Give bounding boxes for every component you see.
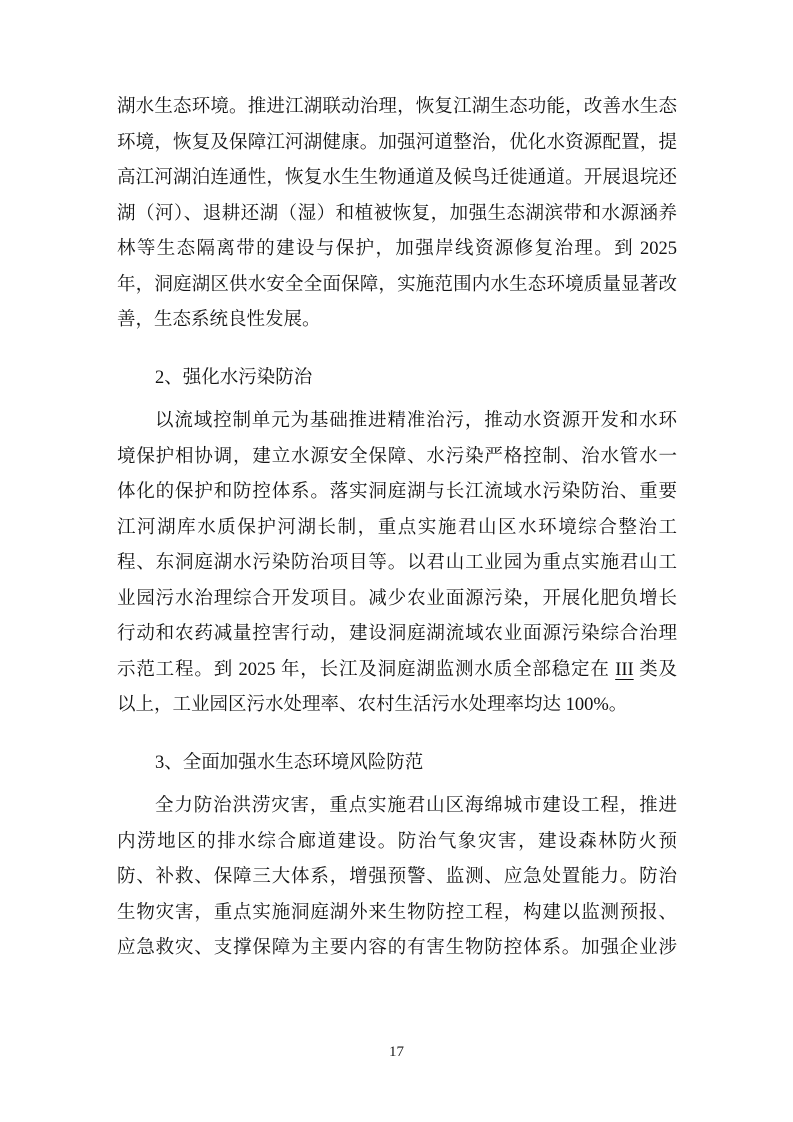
- text-line: 全力防治洪涝灾害，重点实施君山区海绵城市建设工程，推进: [155, 796, 677, 816]
- text-line: [117, 653, 677, 689]
- text-line: 程、东洞庭湖水污染防治项目等。以君山工业园为重点实施君山工: [117, 553, 677, 573]
- section-heading-3: 3、全面加强水生态环境风险防范: [155, 752, 424, 773]
- section-heading-2: 2、强化水污染防治: [155, 367, 313, 388]
- text-line: 生物灾害，重点实施洞庭湖外来生物防控工程，构建以监测预报、: [117, 902, 677, 923]
- text-line: 境保护相协调，建立水源安全保障、水污染严格控制、治水管水一: [117, 446, 677, 467]
- underlined-text: III: [615, 659, 634, 680]
- text-line: 高江河湖泊连通性，恢复水生生物通道及候鸟迁徙通道。开展退垸还: [117, 168, 677, 188]
- text-line: 以上，工业园区污水处理率、农村生活污水处理率均达 100%。: [117, 695, 628, 715]
- text-line: 善，生态系统良性发展。: [117, 310, 321, 330]
- paragraph-2: [117, 404, 677, 724]
- text-line: 年，洞庭湖区供水安全全面保障，实施范围内水生态环境质量显著改: [117, 274, 677, 295]
- page-number: 17: [389, 1044, 404, 1060]
- text-line: 环境，恢复及保障江河湖健康。加强河道整治，优化水资源配置，提: [117, 132, 677, 153]
- text-line: 江河湖库水质保护河湖长制，重点实施君山区水环境综合整治工: [117, 517, 677, 538]
- page-body: [117, 90, 677, 967]
- text-line: 行动和农药减量控害行动，建设洞庭湖流域农业面源污染综合治理: [117, 624, 677, 644]
- text-line: 林等生态隔离带的建设与保护，加强岸线资源修复治理。到 2025: [117, 239, 677, 259]
- text-line: 应急救灾、支撑保障为主要内容的有害生物防控体系。加强企业涉: [117, 938, 677, 958]
- text-line: 业园污水治理综合开发项目。减少农业面源污染，开展化肥负增长: [117, 588, 677, 609]
- paragraph-3: [117, 789, 677, 967]
- paragraph-1: [117, 90, 677, 339]
- text-segment: 示范工程。到 2025 年，长江及洞庭湖监测水质全部稳定在: [117, 659, 616, 680]
- text-line: 体化的保护和防控体系。落实洞庭湖与长江流域水污染防治、重要: [117, 482, 677, 502]
- text-line: 内涝地区的排水综合廊道建设。防治气象灾害，建设森林防火预: [117, 831, 677, 852]
- text-segment: 类及: [633, 659, 677, 680]
- text-line: 湖水生态环境。推进江湖联动治理，恢复江湖生态功能，改善水生态: [117, 97, 677, 117]
- text-line: 湖（河）、退耕还湖（湿）和植被恢复，加强生态湖滨带和水源涵养: [117, 203, 677, 224]
- text-line: 防、补救、保障三大体系，增强预警、监测、应急处置能力。防治: [117, 867, 677, 887]
- text-line: 以流域控制单元为基础推进精准治污，推动水资源开发和水环: [155, 411, 677, 431]
